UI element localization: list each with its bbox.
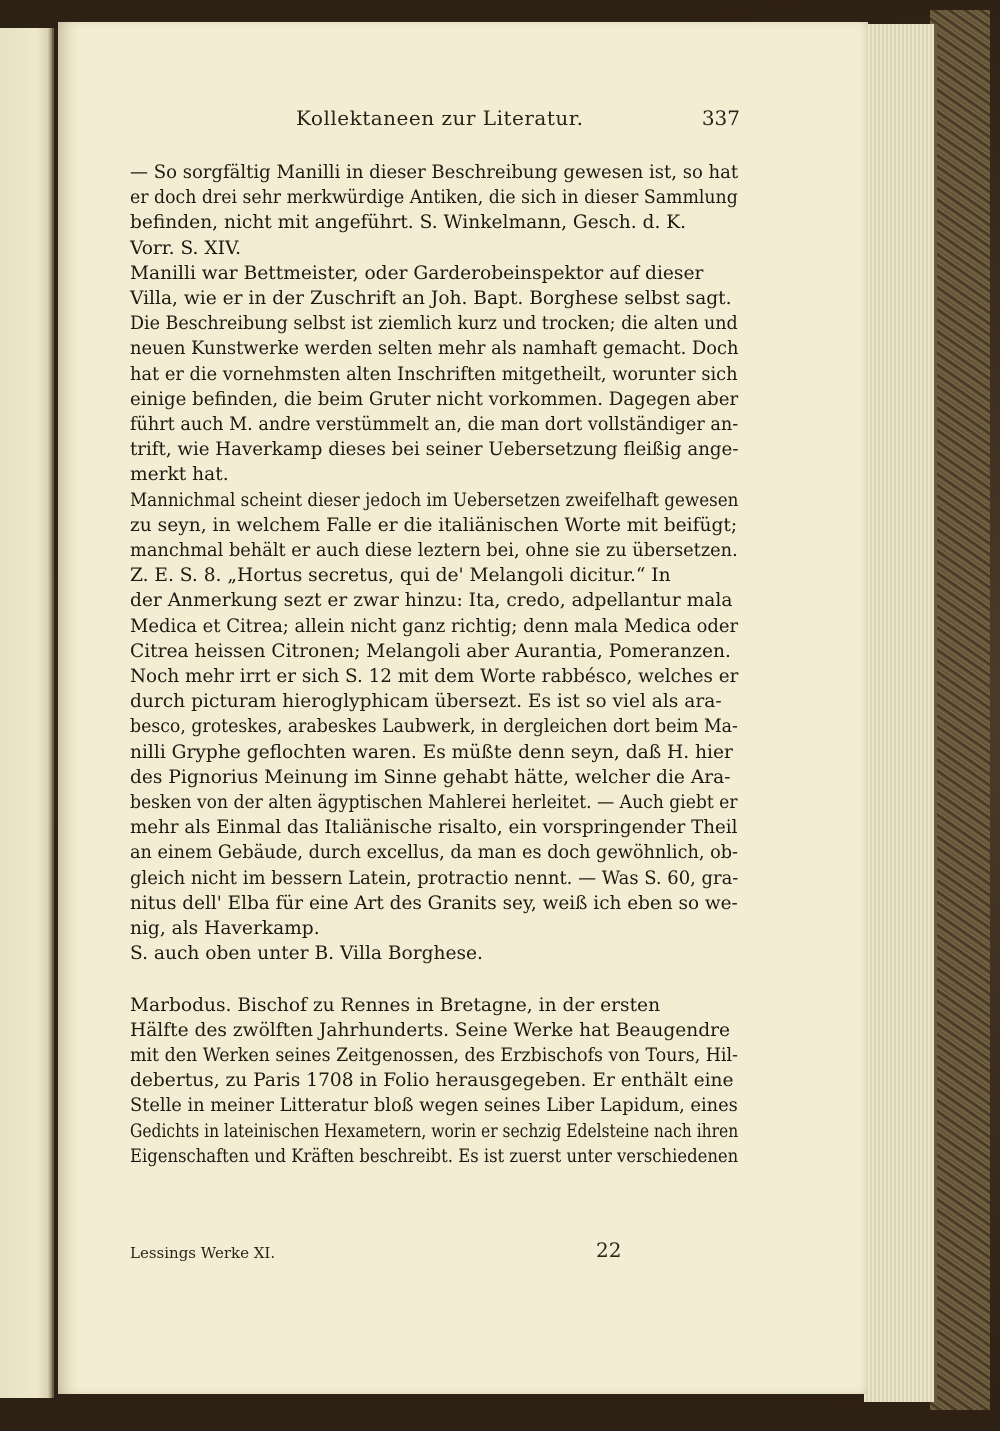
text-line: Marbodus. Bischof zu Rennes in Bretagne, in der ersten xyxy=(130,994,661,1016)
text-line: nitus dell' Elba für eine Art des Granits sey, weiß ich eben so we- xyxy=(130,892,738,914)
text-line: mehr als Einmal das Italiänische risalto, ein vorspringender Theil xyxy=(130,817,738,839)
text-line: — So sorgfältig Manilli in dieser Beschreibung gewesen ist, so hat xyxy=(130,162,739,183)
header-title: Kollektaneen zur Literatur. xyxy=(296,106,584,130)
text-line: S. auch oben unter B. Villa Borghese. xyxy=(130,943,483,965)
paragraph-gap xyxy=(130,967,738,993)
text-line: des Pignorius Meinung im Sinne gehabt hätte, welcher die Ara- xyxy=(130,766,731,788)
text-line: zu seyn, in welchem Falle er die italiänischen Worte mit beifügt; xyxy=(130,514,738,536)
text-line: nilli Gryphe geflochten waren. Es müßte denn seyn, daß H. hier xyxy=(130,741,733,763)
text-line: Gedichts in lateinischen Hexametern, worin er sechzig Edelsteine nach ihren xyxy=(130,1120,739,1142)
text-line: Hälfte des zwölften Jahrhunderts. Seine Werke hat Beaugendre xyxy=(130,1019,731,1041)
book-cover-edge xyxy=(930,10,990,1410)
text-line: Citrea heissen Citronen; Melangoli aber Aurantia, Pomeranzen. xyxy=(130,640,731,662)
text-line: Eigenschaften und Kräften beschreibt. Es ist zuerst unter verschiedenen xyxy=(130,1145,739,1167)
running-header xyxy=(78,104,740,138)
page-text xyxy=(130,160,738,1169)
text-line: der Anmerkung sezt er zwar hinzu: Ita, credo, adpellantur mala xyxy=(130,590,733,612)
paragraph-manilli-intro xyxy=(130,160,738,261)
text-line: Z. E. S. 8. „Hortus secretus, qui de' Melangoli dicitur.“ In xyxy=(130,565,671,587)
text-line: einige befinden, die beim Gruter nicht vorkommen. Dagegen aber xyxy=(130,388,739,410)
footer-signature: Lessings Werke XI. xyxy=(130,1244,276,1262)
paragraph-marbodus xyxy=(130,993,738,1169)
text-line: Stelle in meiner Litteratur bloß wegen seines Liber Lapidum, eines xyxy=(130,1095,738,1117)
paragraph-manilli-bettmeister xyxy=(130,261,738,488)
text-line: merkt hat. xyxy=(130,464,229,486)
text-line: Mannichmal scheint dieser jedoch im Uebersetzen zweifelhaft gewesen xyxy=(130,489,739,511)
text-line: Noch mehr irrt er sich S. 12 mit dem Worte rabbésco, welches er xyxy=(130,666,739,688)
text-line: Manilli war Bettmeister, oder Garderobeinspektor auf dieser xyxy=(130,262,704,284)
text-line: besco, groteskes, arabeskes Laubwerk, in dergleichen dort beim Ma- xyxy=(130,716,738,738)
page-number: 337 xyxy=(701,106,740,130)
text-line: manchmal behält er auch diese leztern bei, ohne sie zu übersetzen. xyxy=(130,540,738,562)
text-line: neuen Kunstwerke werden selten mehr als namhaft gemacht. Doch xyxy=(130,338,739,360)
text-line: durch picturam hieroglyphicam übersezt. Es ist so viel als ara- xyxy=(130,691,722,713)
page-stack-edge xyxy=(864,24,937,1402)
text-line: Villa, wie er in der Zuschrift an Joh. Bapt. Borghese selbst sagt. xyxy=(130,288,732,310)
left-page-edge xyxy=(0,28,54,1398)
text-line: er doch drei sehr merkwürdige Antiken, die sich in dieser Sammlung xyxy=(130,187,738,209)
page-footer xyxy=(130,1238,738,1268)
text-line: gleich nicht im bessern Latein, protractio nennt. — Was S. 60, gra- xyxy=(130,867,739,889)
text-line: Medica et Citrea; allein nicht ganz richtig; denn mala Medica oder xyxy=(130,615,739,637)
text-line: trift, wie Haverkamp dieses bei seiner Uebersetzung fleißig ange- xyxy=(130,439,739,461)
text-line: Die Beschreibung selbst ist ziemlich kurz und trocken; die alten und xyxy=(130,313,738,335)
text-line: mit den Werken seines Zeitgenossen, des Erzbischofs von Tours, Hil- xyxy=(130,1044,738,1066)
text-line: befinden, nicht mit angeführt. S. Winkelmann, Gesch. d. K. xyxy=(130,212,687,234)
text-line: Vorr. S. XIV. xyxy=(130,237,242,259)
text-line: an einem Gebäude, durch excellus, da man es doch gewöhnlich, ob- xyxy=(130,842,738,864)
footer-sheet-number: 22 xyxy=(596,1238,622,1262)
text-line: besken von der alten ägyptischen Mahlerei herleitet. — Auch giebt er xyxy=(130,792,738,814)
paragraph-uebersetzen xyxy=(130,488,738,967)
text-line: führt auch M. andre verstümmelt an, die man dort vollständiger an- xyxy=(130,414,739,436)
text-line: nig, als Haverkamp. xyxy=(130,918,320,940)
text-line: debertus, zu Paris 1708 in Folio herausgegeben. Er enthält eine xyxy=(130,1070,734,1092)
text-line: hat er die vornehmsten alten Inschriften mitgetheilt, worunter sich xyxy=(130,363,738,385)
